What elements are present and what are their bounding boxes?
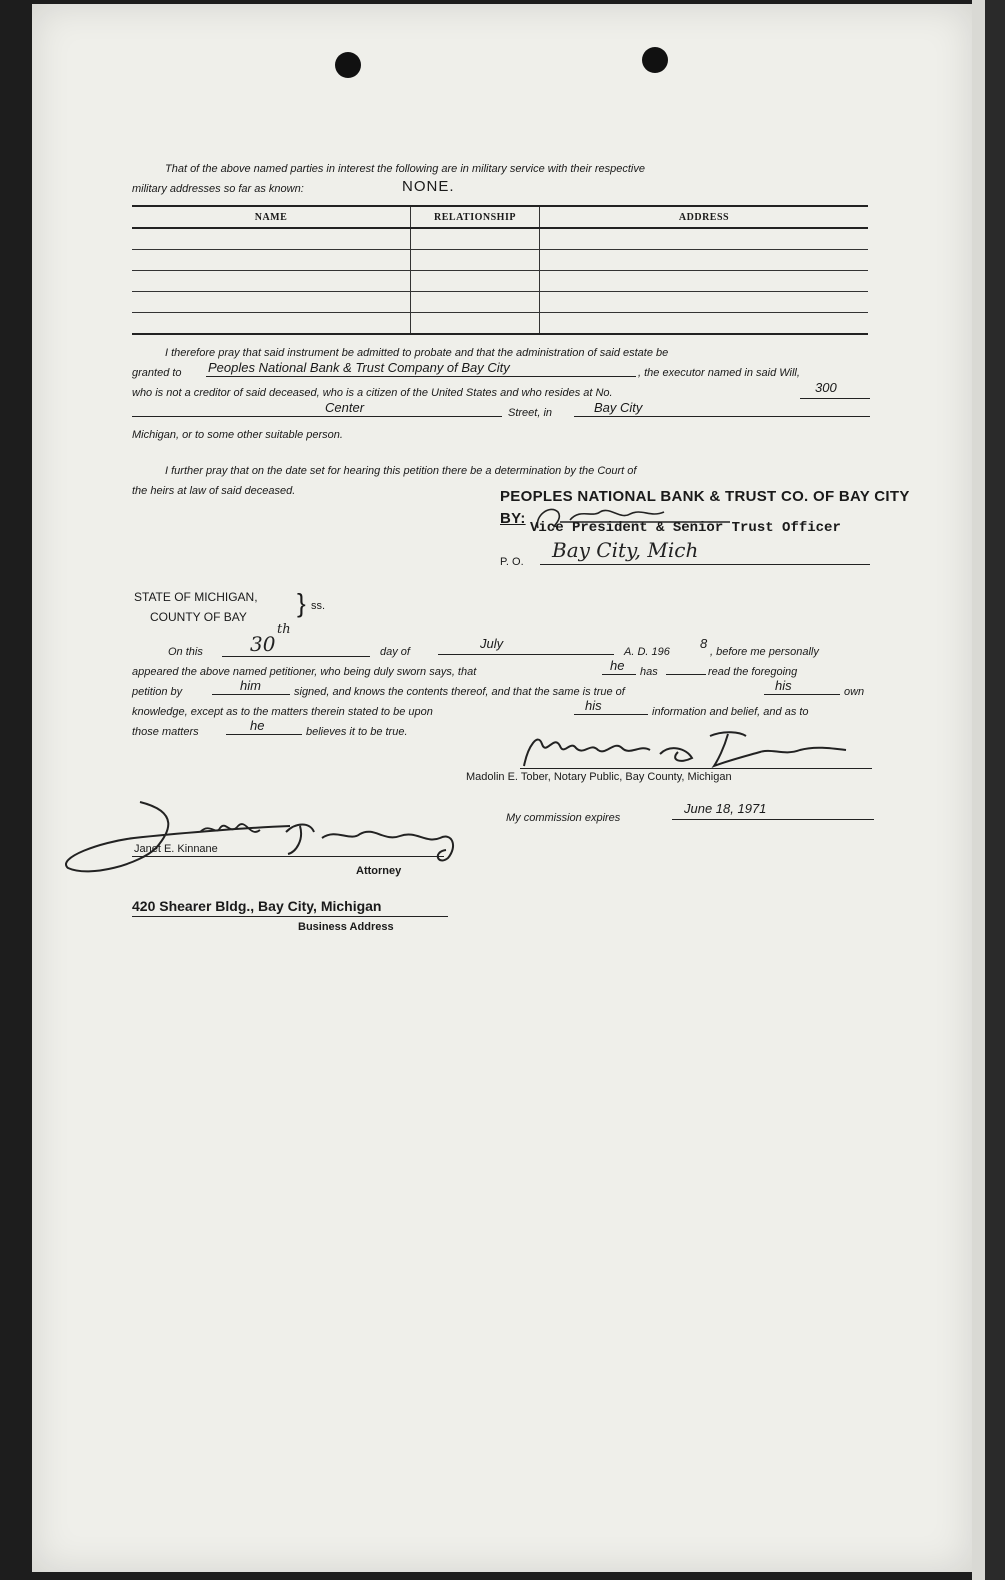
notary-line — [520, 768, 872, 769]
notary-caption: Madolin E. Tober, Notary Public, Bay County, Michigan — [466, 771, 732, 783]
street-name: Center — [325, 400, 365, 415]
pronoun-4-line — [574, 714, 648, 715]
po-line — [540, 564, 870, 565]
commission-date: June 18, 1971 — [684, 801, 767, 816]
month-line — [438, 654, 614, 655]
jurat-line-4b: information and belief, and as to — [652, 706, 809, 718]
grantee-name: Peoples National Bank & Trust Company of Bay City — [208, 360, 510, 375]
table-row — [132, 271, 868, 292]
jurat-line-5b: believes it to be true. — [306, 726, 408, 738]
attorney-line — [132, 856, 444, 857]
petitioner-stamp: PEOPLES NATIONAL BANK & TRUST CO. OF BAY CITY — [500, 488, 910, 505]
street-number-line — [800, 398, 870, 399]
pronoun-2: him — [240, 678, 261, 693]
attorney-name: Janet E. Kinnane — [134, 843, 218, 855]
scan-border — [985, 0, 1005, 1580]
col-name: NAME — [132, 206, 411, 228]
commission-line — [672, 819, 874, 820]
city-line — [574, 416, 870, 417]
officer-title: Vice President & Senior Trust Officer — [530, 520, 841, 536]
day-line — [222, 656, 370, 657]
col-address: ADDRESS — [540, 206, 869, 228]
pronoun-4: his — [585, 698, 602, 713]
commission-label: My commission expires — [506, 812, 621, 824]
jurat-line-4a: knowledge, except as to the matters therein stated to be upon — [132, 706, 433, 718]
street-line — [132, 416, 502, 417]
day-suffix: th — [277, 622, 291, 637]
table-row — [132, 250, 868, 271]
military-intro: That of the above named parties in interest the following are in military service with their respective — [165, 163, 645, 175]
table-row — [132, 292, 868, 313]
jurat-line-2a: appeared the above named petitioner, who being duly sworn says, that — [132, 666, 477, 678]
venue-brace: } — [297, 588, 306, 618]
by-label: BY: — [500, 510, 526, 527]
pronoun-1-line — [602, 674, 636, 675]
grantee-line — [206, 376, 636, 377]
prayer-line-5: Michigan, or to some other suitable person. — [132, 429, 343, 441]
venue-state: STATE OF MICHIGAN, — [134, 590, 258, 604]
jurat-line-5a: those matters — [132, 726, 199, 738]
month: July — [480, 636, 504, 651]
table-row — [132, 313, 868, 335]
street-label: Street, in — [508, 407, 553, 419]
po-label: P. O. — [500, 556, 524, 568]
further-line-2: the heirs at law of said deceased. — [132, 485, 296, 497]
punch-hole — [642, 47, 668, 73]
has-line — [666, 674, 706, 675]
military-table — [132, 205, 868, 335]
jurat-line-3a: petition by — [132, 686, 183, 698]
punch-hole — [335, 52, 361, 78]
pronoun-3: his — [775, 678, 792, 693]
pronoun-1: he — [610, 658, 625, 673]
further-line-1: I further pray that on the date set for hearing this petition there be a determination by the Court of — [165, 465, 637, 477]
before-me-label: , before me personally — [710, 646, 819, 658]
table-row — [132, 228, 868, 250]
day-number: 30 — [250, 632, 276, 656]
attorney-signature — [60, 792, 470, 892]
attorney-label: Attorney — [356, 865, 402, 877]
venue-county: COUNTY OF BAY — [150, 610, 247, 624]
pronoun-5: he — [250, 718, 265, 733]
jurat-line-2b: has — [640, 666, 658, 678]
jurat-line-3c: own — [844, 686, 865, 698]
pronoun-2-line — [212, 694, 290, 695]
officer-signature — [530, 498, 730, 538]
city-name: Bay City — [594, 400, 643, 415]
jurat-line-2c: read the foregoing — [708, 666, 798, 678]
jurat-line-3b: signed, and knows the contents thereof, and that the same is true of — [294, 686, 625, 698]
military-answer: NONE. — [402, 178, 455, 195]
venue-ss: ss. — [311, 600, 326, 612]
address-line — [132, 916, 448, 917]
po-value: Bay City, Mich — [552, 538, 699, 562]
address-label: Business Address — [298, 921, 394, 933]
granted-to-label: granted to — [132, 367, 182, 379]
pronoun-3-line — [764, 694, 840, 695]
attorney-address: 420 Shearer Bldg., Bay City, Michigan — [132, 898, 382, 914]
prayer-line-2-tail: , the executor named in said Will, — [638, 367, 800, 379]
day-of-label: day of — [380, 646, 410, 658]
street-number: 300 — [815, 380, 837, 395]
prayer-line-3: who is not a creditor of said deceased, who is a citizen of the United States and who resides at No. — [132, 387, 613, 399]
ad-label: A. D. 196 — [624, 646, 670, 658]
prayer-line-1: I therefore pray that said instrument be admitted to probate and that the administration of said estate be — [165, 347, 669, 359]
col-relationship: RELATIONSHIP — [411, 206, 540, 228]
on-this-label: On this — [168, 646, 203, 658]
military-intro-2: military addresses so far as known: — [132, 183, 304, 195]
pronoun-5-line — [226, 734, 302, 735]
year-digit: 8 — [700, 636, 708, 651]
